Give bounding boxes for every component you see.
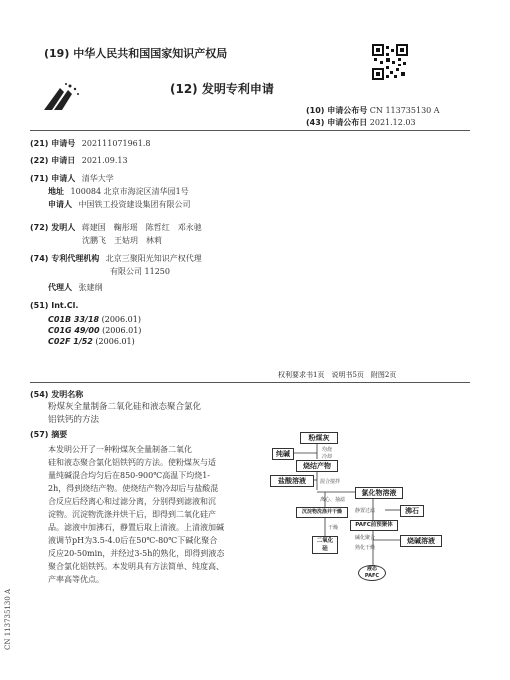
node-zeolite: 沸石	[400, 505, 424, 517]
abstract-line: 量纯碱混合均匀后在850-900℃高温下均烧1-	[48, 471, 210, 480]
label-stand: 静置过滤	[355, 508, 376, 514]
abstract-line: 反应20-50min，并经过3-5h的熟化，即得到液态	[48, 549, 225, 558]
abstract-line: 硅和液态聚合氯化铝铁钙的方法。使粉煤灰与适	[48, 458, 216, 467]
kind-code: (12)	[170, 82, 198, 96]
node-pafc-prepolymer: PAFC前预聚体	[350, 520, 398, 531]
diagram-arrows	[270, 430, 470, 580]
cnipa-emblem-icon	[40, 80, 84, 114]
section-divider	[30, 382, 470, 383]
label-alkali-poly: 碱化聚合	[355, 535, 376, 541]
abstract-line: 本发明公开了一种粉煤灰全量制备二氧化	[48, 445, 192, 454]
invention-title: 粉煤灰全量制备二氧化硅和液态聚合氯化 铝铁钙的方法	[48, 402, 202, 425]
node-hcl: 盐酸溶液	[270, 475, 314, 487]
page-counts: 权利要求书1页 说明书5页 附图2页	[278, 371, 397, 379]
ipc-list	[48, 314, 141, 347]
patent-agency-line-2: 有限公司 11250	[110, 267, 170, 276]
ipc-entry: C01B 33/18 (2006.01)	[48, 315, 141, 324]
abstract-line: 淀物。沉淀物洗涤并烘干后，即得到二氧化硅产	[48, 510, 216, 519]
label-calcine: 均烧	[322, 447, 333, 453]
label-mix: 混合搅拌	[320, 479, 341, 485]
ipc-entry: C02F 1/52 (2006.01)	[48, 337, 135, 346]
node-sinter: 烧结产物	[296, 460, 338, 472]
publication-date: (43) 申请公布日 2021.12.03	[306, 118, 416, 127]
application-number: (21) 申请号 202111071961.8	[30, 139, 151, 148]
abstract-line: 聚合氯化铝铁钙。本发明具有方法简单、纯度高、	[48, 562, 224, 571]
ipc-label: (51) Int.Cl.	[30, 301, 79, 310]
node-fly-ash: 粉煤灰	[300, 432, 338, 444]
node-lye: 烧碱溶液	[400, 535, 442, 547]
kind-name: 发明专利申请	[201, 82, 274, 96]
qr-code-icon	[372, 44, 408, 80]
abstract-line: 产率高等优点。	[48, 575, 104, 584]
label-cool: 冷却	[322, 454, 333, 460]
abstract-line: 合反应后经离心和过滤分离，分别得到滤液和沉	[48, 497, 216, 506]
process-diagram	[270, 430, 470, 580]
abstract-text	[48, 443, 248, 586]
office-name: 中华人民共和国国家知识产权局	[73, 47, 228, 60]
office-header	[44, 45, 227, 61]
node-soda: 纯碱	[272, 448, 294, 460]
applicant-address: 地址 100084 北京市海淀区清华园1号	[48, 187, 189, 196]
filing-date: (22) 申请日 2021.09.13	[30, 156, 128, 165]
abstract-label: (57) 摘要	[30, 430, 68, 439]
header-divider	[30, 130, 470, 131]
publication-number: (10) 申请公布号 CN 113735130 A	[306, 106, 440, 115]
abstract-line: 品。滤液中加沸石，静置后取上清液。上清液加碱	[48, 523, 224, 532]
ipc-entry: C01G 49/00 (2006.01)	[48, 326, 142, 335]
inventors: (72) 发明人 蒋建国 鞠彤瑶 陈哲红 邓永驰	[30, 223, 202, 232]
node-precip: 沉淀物洗涤并干燥	[296, 507, 348, 518]
inventors-line-2: 沈鹏飞 王姑玥 林莉	[82, 236, 162, 245]
office-code: (19)	[44, 47, 70, 60]
side-publication-number: CN 113735130 A	[4, 588, 12, 650]
abstract-line: 液调节pH为3.5-4.0后在50℃-80℃下碱化聚合	[48, 536, 218, 545]
node-chloride: 氯化物溶液	[355, 487, 403, 499]
patent-agency: (74) 专利代理机构 北京三聚阳光知识产权代理	[30, 254, 202, 263]
label-ripen: 熟化干燥	[355, 545, 376, 551]
label-dry: 干燥	[328, 525, 339, 531]
abstract-line: 2h，得到烧结产物。使烧结产物冷却后与盐酸混	[48, 484, 219, 493]
applicant: (71) 申请人 清华大学	[30, 174, 114, 183]
title-label: (54) 发明名称	[30, 390, 84, 399]
node-silica: 二氧化 硅	[312, 536, 338, 554]
label-sep: 离心、抽滤	[320, 497, 346, 503]
node-liquid-pafc: 液态 PAFC	[358, 565, 386, 581]
document-kind	[170, 80, 274, 97]
patent-agent: 代理人 张建纲	[48, 283, 103, 292]
applicant-2: 申请人 中国铁工投资建设集团有限公司	[48, 200, 191, 209]
